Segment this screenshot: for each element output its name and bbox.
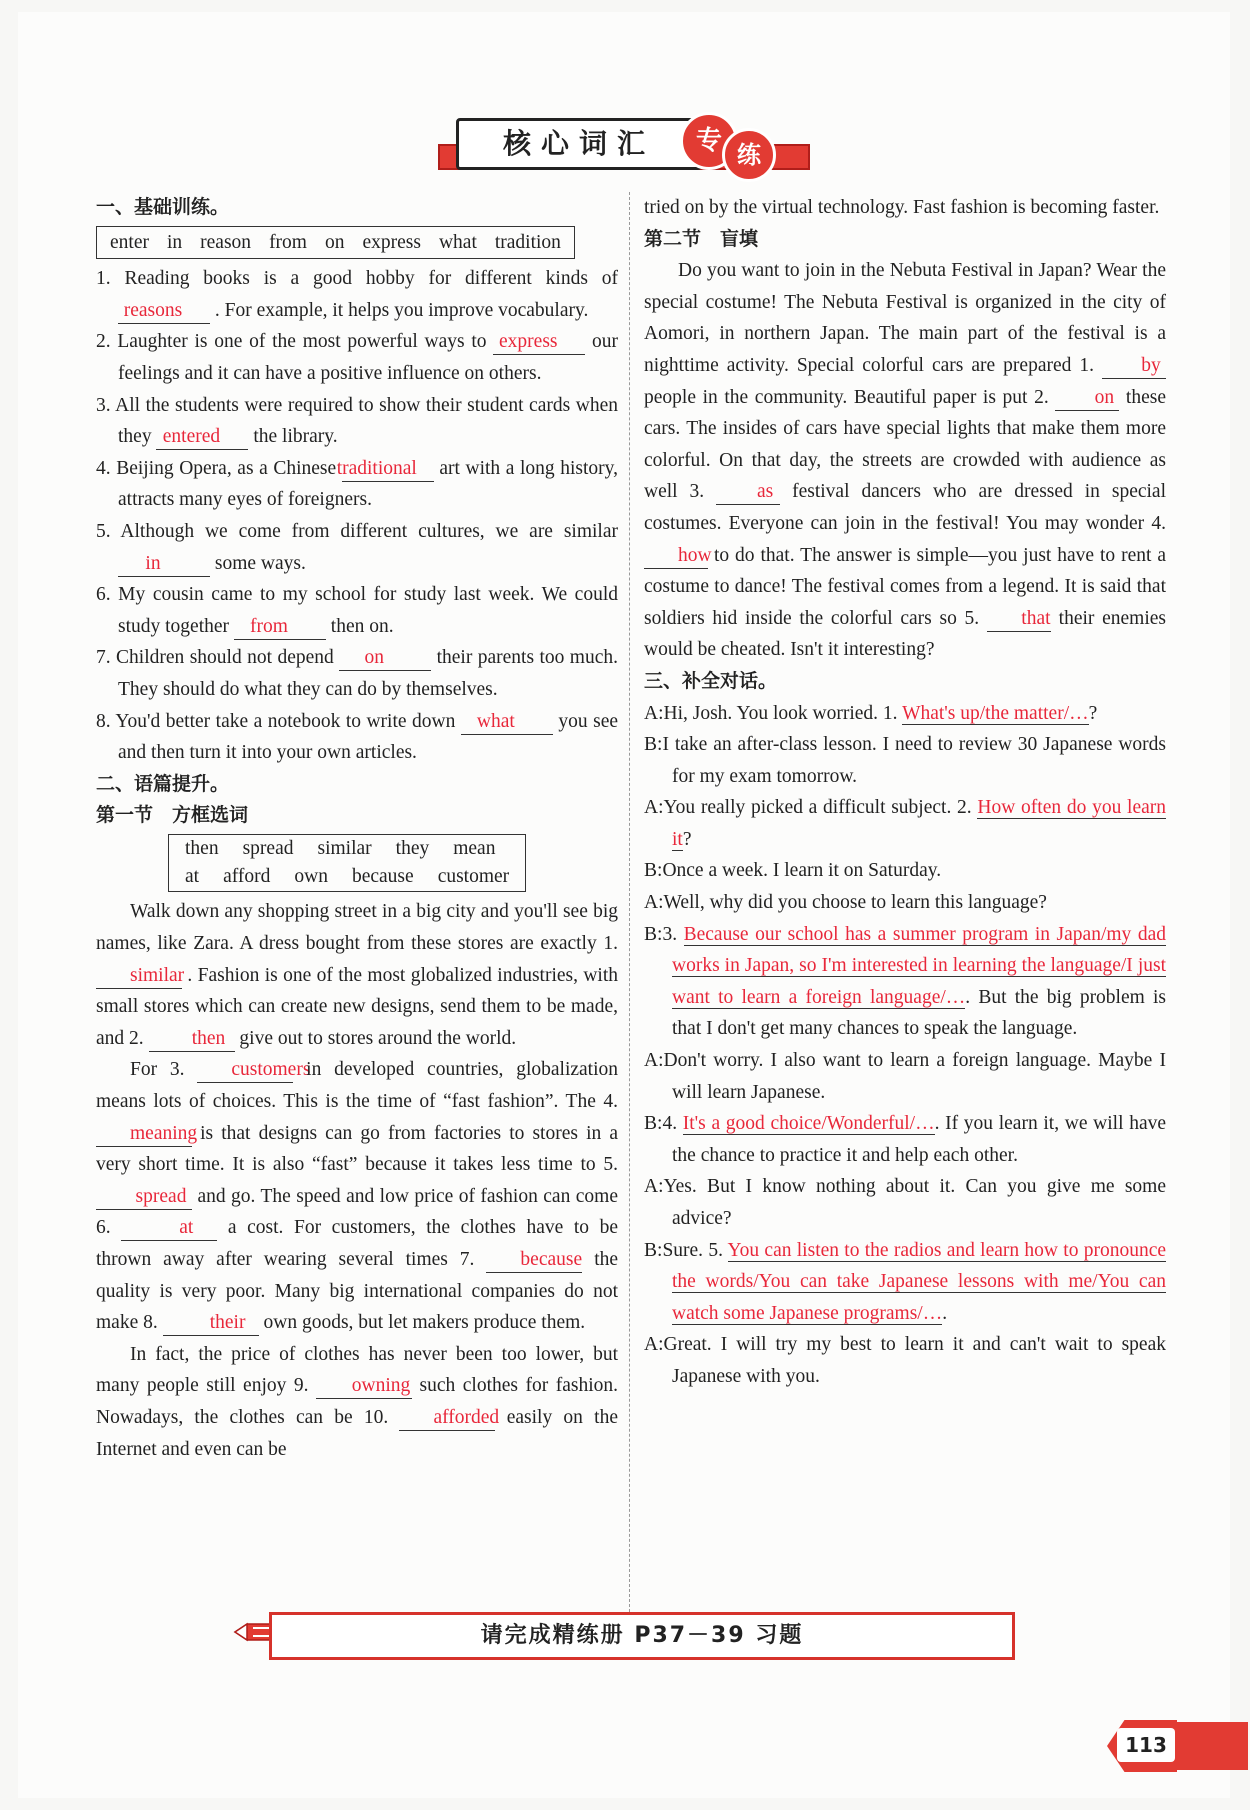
answer-blank: traditional <box>342 457 434 482</box>
word-box-word: enter <box>110 231 149 253</box>
speaker-label: B: <box>644 734 663 756</box>
answer-blank: on <box>1055 386 1119 411</box>
item-number: 5. <box>96 520 111 542</box>
part2-wordbox-row <box>96 834 618 893</box>
dialog-line: B:4. It's a good choice/Wonderful/…. If you learn it, we will have the chance to practice it and help each other. <box>644 1113 1166 1166</box>
left-column <box>96 192 618 1465</box>
word-box-word: similar <box>317 837 372 859</box>
item-number: 3. <box>96 394 111 416</box>
answer-blank: express <box>493 330 585 355</box>
part2-title: 二、语篇提升。 <box>96 772 230 795</box>
speaker-label: A: <box>644 1176 664 1198</box>
word-box-word: customer <box>437 865 510 887</box>
speaker-label: A: <box>644 1050 664 1072</box>
word-box-word: reason <box>200 231 252 253</box>
dialog-answer: It's a good choice/Wonderful/… <box>682 1113 935 1135</box>
item-number: 1. <box>96 268 111 290</box>
exercise-item: 4. Beijing Opera, as a Chinese traditional art with a long history, attracts many eyes of foreigners. <box>96 457 619 511</box>
column-divider <box>629 192 630 1612</box>
dialog-line: A:Hi, Josh. You look worried. 1. What's up/the matter/…? <box>644 702 1098 724</box>
word-box-word: mean <box>453 837 496 859</box>
answer-blank: reasons <box>118 299 210 324</box>
word-box-word: tradition <box>494 231 561 253</box>
dialog-answer: How often do you learn it <box>672 797 1167 850</box>
exercise-item: 5. Although we come from different cultures, we are similar in some ways. <box>96 516 618 579</box>
dialog-line: A:Great. I will try my best to learn it and can't wait to speak Japanese with you. <box>644 1334 1166 1387</box>
part1-wordbox-row <box>96 226 618 260</box>
exercise-item: 2. Laughter is one of the most powerful ways to express our feelings and it can have a positive influence on others. <box>96 331 619 384</box>
word-box-word: in <box>166 231 183 253</box>
part3-title: 三、补全对话。 <box>644 669 778 692</box>
speaker-label: A: <box>644 892 664 914</box>
part2-wordbox <box>168 834 526 892</box>
footer-banner <box>233 1610 1023 1660</box>
part2-sec1-title: 第一节 方框选词 <box>96 804 249 827</box>
exercise-item: 1. Reading books is a good hobby for different kinds of reasons . For example, it helps you improve vocabulary. <box>96 263 618 326</box>
word-box-word: spread <box>242 837 294 859</box>
word-box-word: own <box>294 865 328 887</box>
header-badge-2: 练 <box>722 128 776 182</box>
speaker-label: B: <box>644 1239 663 1261</box>
part2-wordbox-row2 <box>173 863 521 891</box>
speaker-label: B: <box>644 860 663 882</box>
answer-blank: what <box>461 710 553 735</box>
answer-blank: owning <box>316 1374 412 1399</box>
answer-blank: then <box>149 1027 235 1052</box>
right-column <box>644 192 1166 1393</box>
passage1-paragraph3: In fact, the price of clothes has never been too lower, but many people still enjoy 9. owning such clothes for fashion. Nowadays, the clothes can be 10. afforded easily on the Internet and even can be <box>96 1343 619 1460</box>
passage2-paragraph: Do you want to join in the Nebuta Festival in Japan? Wear the special costume! The Nebuta Festival is organized in the city of Aomori, in northern Japan. The main part of the festival is a nighttime activity. Special colorful cars are prepared 1. by people in the community. Beautiful paper is put 2. on these cars. The insides of cars have special lights that make them more colorful. On that day, the streets are crowded with audience as well 3. as festival dancers who are dressed in special costumes. Everyone can join in the festival! You may wonder 4. how to do that. The answer is simple—you just have to rent a costume to dance! The festival comes from a legend. It is said that soldiers hid inside the colorful cars so 5. that their enemies would be cheated. Isn't it interesting? <box>644 260 1167 661</box>
answer-blank: on <box>339 646 431 671</box>
item-number: 2. <box>96 331 111 353</box>
answer-blank: their <box>163 1311 259 1336</box>
dialog <box>644 698 1166 1393</box>
item-number: 7. <box>96 647 111 669</box>
answer-blank: that <box>987 607 1051 632</box>
exercise-item: 6. My cousin came to my school for study last week. We could study together from then on. <box>96 579 618 642</box>
speaker-label: B: <box>644 923 663 945</box>
dialog-line: B:Once a week. I learn it on Saturday. <box>644 860 942 882</box>
answer-blank: spread <box>96 1185 192 1210</box>
dialog-line: A:You really picked a difficult subject. 2. How often do you learn it? <box>644 797 1167 850</box>
dialog-answer: What's up/the matter/… <box>902 702 1089 724</box>
item-number: 8. <box>96 710 111 732</box>
word-box-word: on <box>324 231 345 253</box>
item-number: 6. <box>96 584 111 606</box>
word-box-word: from <box>269 231 307 253</box>
answer-blank: customers <box>197 1058 293 1083</box>
word-box-word: because <box>351 865 414 887</box>
answer-blank: entered <box>156 425 248 450</box>
answer-blank: afforded <box>399 1406 495 1431</box>
part1-wordbox <box>96 226 575 260</box>
part1-title: 一、基础训练。 <box>96 196 230 218</box>
page-number-tab <box>1103 1718 1248 1774</box>
answer-blank: in <box>118 552 210 577</box>
answer-blank: from <box>234 615 326 640</box>
word-box-word: what <box>438 231 477 253</box>
dialog-line: B:Sure. 5. You can listen to the radios and learn how to pronounce the words/You can take Japanese lessons with me/You can watch some Japanese programs/…. <box>644 1239 1167 1324</box>
exercise-item: 7. Children should not depend on their parents too much. They should do what they can do by themselves. <box>96 647 619 700</box>
answer-blank: because <box>486 1248 582 1273</box>
passage1-continuation: tried on by the virtual technology. Fast fashion is becoming faster. <box>644 197 1160 218</box>
header-banner <box>438 112 806 182</box>
word-box-word: they <box>395 837 430 859</box>
dialog-answer: Because our school has a summer program in Japan/my dad works in Japan, so I'm interested in learning the language/I just want to learn a foreign language/… <box>672 923 1166 1008</box>
answer-blank: how <box>644 544 708 569</box>
part2-sec2-title: 第二节 盲填 <box>644 227 759 250</box>
page-number: 113 <box>1117 1728 1175 1762</box>
speaker-label: B: <box>644 1113 663 1135</box>
passage1-paragraph1: Walk down any shopping street in a big city and you'll see big names, like Zara. A dress bought from these stores are exactly 1. similar . Fashion is one of the most globalized industries, with small stores which can create new designs, send them to be made, and 2. then give out to stores around the world. <box>96 896 618 1054</box>
dialog-line: B:I take an after-class lesson. I need to review 30 Japanese words for my exam tomorrow. <box>644 734 1166 787</box>
answer-blank: at <box>121 1216 217 1241</box>
answer-blank: meaning <box>96 1122 192 1147</box>
word-box-word: express <box>362 231 421 253</box>
answer-blank: as <box>716 480 780 505</box>
answer-blank: similar <box>96 964 182 989</box>
page <box>18 12 1230 1798</box>
part2-wordbox-row1 <box>173 835 521 863</box>
speaker-label: A: <box>644 1334 664 1356</box>
dialog-line: A:Yes. But I know nothing about it. Can you give me some advice? <box>644 1176 1166 1229</box>
dialog-line: B:3. Because our school has a summer program in Japan/my dad works in Japan, so I'm interested in learning the language/I just want to learn a foreign language/…. But the big problem is that I don't get many chances to speak the language. <box>644 923 1166 1040</box>
word-box-word: at <box>185 865 200 887</box>
footer-text: 请完成精练册 P37－39 习题 <box>269 1612 1015 1660</box>
part1-items <box>96 263 618 769</box>
passage1-paragraph2: For 3. customers in developed countries, globalization means lots of choices. This is the time of “fast fashion”. The 4. meaning is that designs can go from factories to stores in a very short time. It is also “fast” because it takes less time to 5. spread and go. The speed and low price of fashion can come 6. at a cost. For customers, the clothes have to be thrown away after wearing several times 7. because the quality is very poor. Many big international companies do not make 8. their own goods, but let makers produce them. <box>96 1054 618 1338</box>
answer-blank: by <box>1102 354 1166 379</box>
word-box-word: afford <box>223 865 271 887</box>
exercise-item: 3. All the students were required to show their student cards when they entered the library. <box>96 390 618 453</box>
exercise-item: 8. You'd better take a notebook to write down what you see and then turn it into your own articles. <box>96 710 619 764</box>
header-title: 核心词汇 <box>456 118 702 170</box>
speaker-label: A: <box>644 702 664 724</box>
dialog-answer: You can listen to the radios and learn how to pronounce the words/You can take Japanese lessons with me/You can watch some Japanese programs/… <box>672 1239 1167 1324</box>
dialog-line: A:Well, why did you choose to learn this language? <box>644 892 1047 914</box>
word-box-word: then <box>185 837 219 859</box>
speaker-label: A: <box>644 797 664 819</box>
dialog-line: A:Don't worry. I also want to learn a foreign language. Maybe I will learn Japanese. <box>644 1050 1166 1103</box>
header-badge-1: 专 <box>680 112 738 170</box>
item-number: 4. <box>96 457 111 479</box>
